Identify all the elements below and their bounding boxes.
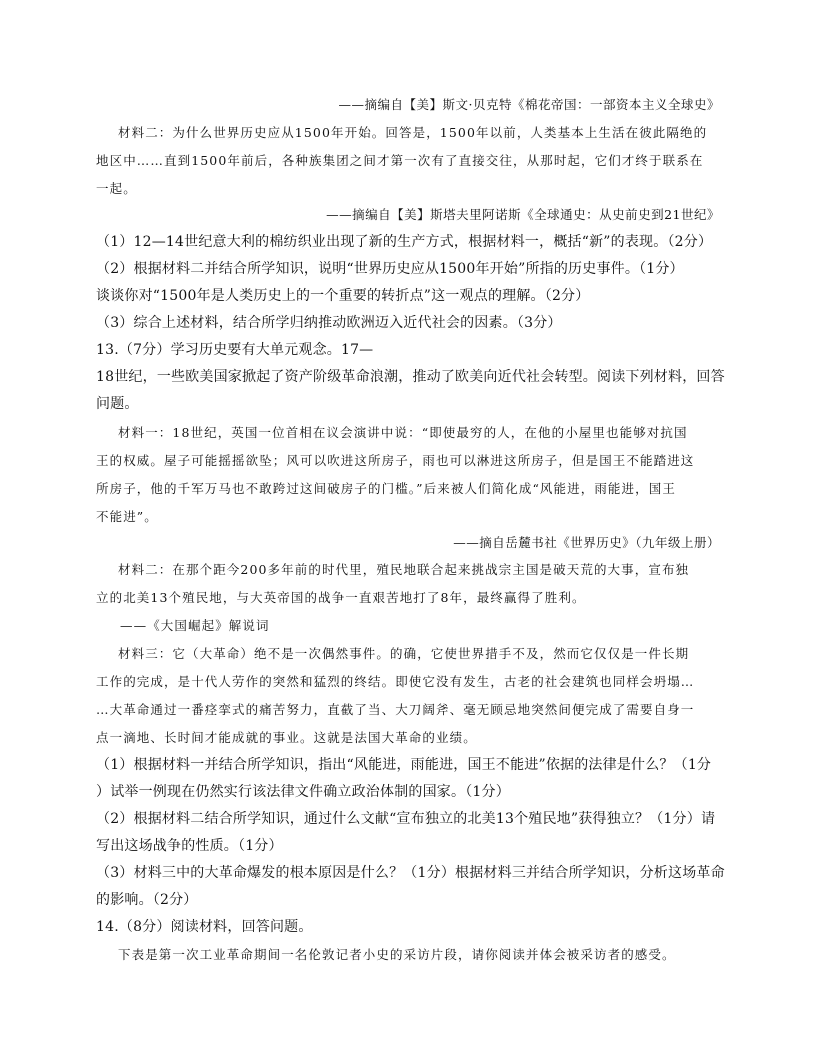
material-two-paragraph-cont: 地区中……直到1500年前后，各种族集团之间才第一次有了直接交往，从那时起，它们才终于联系在 [96,153,704,168]
question-13-part-2: （2）根据材料二结合所学知识，通过什么文献“宣布独立的北美13个殖民地”获得独立？（1分）请 [96,811,716,827]
question-12-part-2-cont: 谈谈你对“1500年是人类历史上的一个重要的转折点”这一观点的理解。（2分） [96,288,590,304]
source-citation-cotton-empire: ——摘编自【美】斯文·贝克特《棉花帝国：一部资本主义全球史》 [338,97,720,112]
question-13-part-3-cont: 的影响。（2分） [96,892,198,908]
material-three-paragraph-end: 点一滴地、长时间才能成就的事业。这就是法国大革命的业绩。 [96,730,477,745]
question-12-part-3: （3）综合上述材料，结合所学归纳推动欧洲迈入近代社会的因素。（3分） [96,315,562,331]
material-one-paragraph-end: 不能进”。 [96,509,158,524]
source-citation-world-history: ——摘自岳麓书社《世界历史》（九年级上册） [453,535,720,550]
question-13-part-1: （1）根据材料一并结合所学知识，指出“风能进，雨能进，国王不能进”依据的法律是什么？（1分 [96,757,712,773]
question-13-intro: 18世纪，一些欧美国家掀起了资产阶级革命浪潮，推动了欧美向近代社会转型。阅读下列材料，回答 [96,369,725,385]
question-13-title: 13.（7分）学习历史要有大单元观念。17— [96,342,374,358]
question-13-part-2-cont: 写出这场战争的性质。（1分） [96,838,283,854]
source-citation-rise-of-great-powers: ——《大国崛起》解说词 [120,618,270,633]
question-13-part-3: （3）材料三中的大革命爆发的根本原因是什么？（1分）根据材料三并结合所学知识，分析这场革命 [96,865,725,881]
material-two-13-paragraph: 材料二：在那个距今200多年前的时代里，殖民地联合起来挑战宗主国是破天荒的大事，宣布独 [118,562,690,577]
source-citation-global-history: ——摘编自【美】斯塔夫里阿诺斯《全球通史：从史前史到21世纪》 [326,207,720,222]
material-one-paragraph-cont: 王的权威。屋子可能摇摇欲坠；风可以吹进这所房子，雨也可以淋进这所房子，但是国王不能踏进这 [96,453,695,468]
question-14-title: 14.（8分）阅读材料，回答问题。 [96,919,313,935]
question-12-part-1: （1）12—14世纪意大利的棉纺织业出现了新的生产方式，根据材料一，概括“新”的表现。（2分） [96,234,713,250]
material-two-paragraph: 材料二：为什么世界历史应从1500年开始。回答是，1500年以前，人类基本上生活在彼此隔绝的 [118,125,708,140]
question-14-intro: 下表是第一次工业革命期间一名伦敦记者小史的采访片段，请你阅读并体会被采访者的感受。 [118,947,676,962]
material-three-paragraph-cont: 工作的完成，是十代人劳作的突然和猛烈的终结。即使它没有发生，古老的社会建筑也同样会坍塌… [96,674,695,689]
question-13-part-1-cont: ）试举一例现在仍然实行该法律文件确立政治体制的国家。（1分） [96,784,510,800]
question-12-part-2: （2）根据材料二并结合所学知识，说明“世界历史应从1500年开始”所指的历史事件。（1分） [96,261,684,277]
material-three-paragraph: 材料三：它（大革命）绝不是一次偶然事件。的确，它使世界措手不及，然而它仅仅是一件长期 [118,646,690,661]
question-13-intro-end: 问题。 [96,396,139,412]
material-two-13-paragraph-end: 立的北美13个殖民地，与大英帝国的战争一直艰苦地打了8年，最终赢得了胜利。 [96,590,586,605]
material-three-paragraph-cont2: …大革命通过一番痉挛式的痛苦努力，直截了当、大刀阔斧、毫无顾忌地突然间便完成了需要自身一 [96,702,695,717]
material-one-paragraph-cont2: 所房子，他的千军万马也不敢跨过这间破房子的门槛。”后来被人们简化成“风能进，雨能进，国王 [96,481,676,496]
material-two-paragraph-end: 一起。 [96,181,137,196]
material-one-paragraph: 材料一：18世纪，英国一位首相在议会演讲中说：“即使最穷的人，在他的小屋里也能够对抗国 [118,425,688,440]
